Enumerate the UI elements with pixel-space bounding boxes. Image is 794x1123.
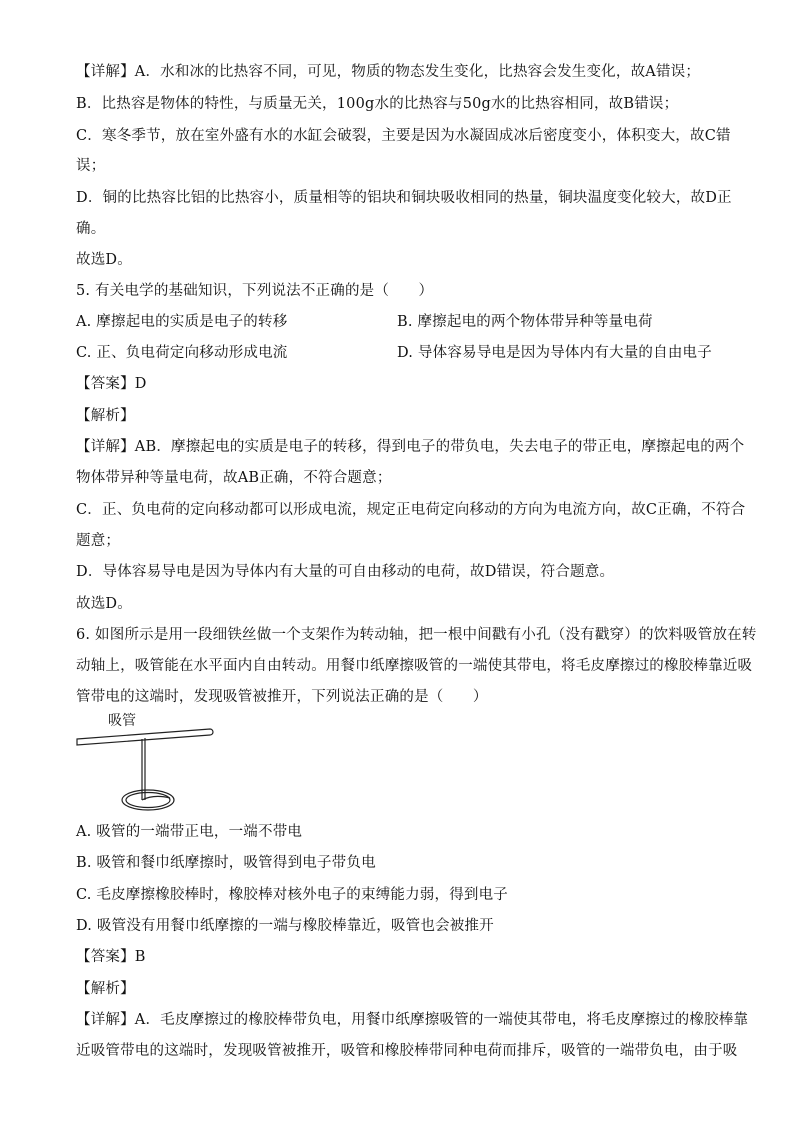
- q5-explain-line-3: D．导体容易导电是因为导体内有大量的可自由移动的电荷，故D错误，符合题意。: [76, 564, 615, 580]
- q6-stem-line-2: 动轴上，吸管能在水平面内自由转动。用餐巾纸摩擦吸管的一端使其带电，将毛皮摩擦过的橡胶棒靠近吸: [76, 658, 753, 674]
- q5-analysis-heading: 【解析】: [76, 408, 135, 424]
- q6-option-b: B. 吸管和餐巾纸摩擦时，吸管得到电子带负电: [76, 855, 376, 871]
- q6-answer: 【答案】B: [76, 949, 146, 965]
- q4-conclusion: 故选D。: [76, 252, 132, 268]
- straw-pivot-figure: [74, 712, 224, 817]
- q6-explain-line-1a: 【详解】A．毛皮摩擦过的橡胶棒带负电，用餐巾纸摩擦吸管的一端使其带电，将毛皮摩擦过的橡胶棒靠: [76, 1012, 749, 1028]
- q4-explain-line-c1: C．寒冬季节，放在室外盛有水的水缸会破裂，主要是因为水凝固成冰后密度变小，体积变大，故C错: [76, 128, 731, 144]
- q4-explain-line-b: B．比热容是物体的特性，与质量无关，100g水的比热容与50g水的比热容相同，故B错误；: [76, 96, 679, 112]
- q4-explain-line-d1: D．铜的比热容比铝的比热容小，质量相等的铝块和铜块吸收相同的热量，铜块温度变化较大，故D正: [76, 190, 732, 206]
- q6-option-d: D. 吸管没有用餐巾纸摩擦的一端与橡胶棒靠近，吸管也会被推开: [76, 918, 494, 934]
- q4-explain-line-d2: 确。: [76, 221, 106, 237]
- q6-analysis-heading: 【解析】: [76, 981, 135, 997]
- q5-answer: 【答案】D: [76, 376, 147, 392]
- q6-stem-line-3: 管带电的这端时，发现吸管被推开，下列说法正确的是（ ）: [76, 689, 488, 705]
- straw-stand-diagram: [74, 712, 224, 817]
- q5-option-c: C. 正、负电荷定向移动形成电流: [76, 345, 288, 361]
- q4-explain-line-c2: 误；: [76, 158, 106, 174]
- wire-stand: [122, 738, 174, 810]
- straw-label: 吸管: [108, 713, 136, 729]
- q5-explain-line-1b: 物体带异种等量电荷，故AB正确，不符合题意；: [76, 470, 392, 486]
- q6-option-a: A. 吸管的一端带正电，一端不带电: [76, 824, 303, 840]
- q5-option-d: D. 导体容易导电是因为导体内有大量的自由电子: [397, 345, 712, 361]
- q5-conclusion: 故选D。: [76, 596, 132, 612]
- q5-options-row-2: [76, 343, 726, 363]
- q5-explain-line-2a: C．正、负电荷的定向移动都可以形成电流，规定正电荷定向移动的方向为电流方向，故C正确，不符合: [76, 502, 746, 518]
- q6-option-c: C. 毛皮摩擦橡胶棒时，橡胶棒对核外电子的束缚能力弱，得到电子: [76, 887, 508, 903]
- q6-explain-line-1b: 近吸管带电的这端时，发现吸管被推开，吸管和橡胶棒带同种电荷而排斥，吸管的一端带负电，由于吸: [76, 1043, 738, 1059]
- q5-explain-line-2b: 题意；: [76, 533, 121, 549]
- q6-stem-line-1: 6. 如图所示是用一段细铁丝做一个支架作为转动轴，把一根中间戳有小孔（没有戳穿）的饮料吸管放在转: [76, 627, 757, 643]
- q5-options-row-1: [76, 312, 726, 332]
- q4-explain-line-a: 【详解】A．水和冰的比热容不同，可见，物质的物态发生变化，比热容会发生变化，故A错误；: [76, 64, 701, 80]
- q5-option-a: A. 摩擦起电的实质是电子的转移: [76, 314, 288, 330]
- q5-stem: 5. 有关电学的基础知识，下列说法不正确的是（ ）: [76, 283, 434, 299]
- q5-explain-line-1a: 【详解】AB．摩擦起电的实质是电子的转移，得到电子的带负电，失去电子的带正电，摩擦起电的两个: [76, 439, 745, 455]
- q5-option-b: B. 摩擦起电的两个物体带异种等量电荷: [397, 314, 653, 330]
